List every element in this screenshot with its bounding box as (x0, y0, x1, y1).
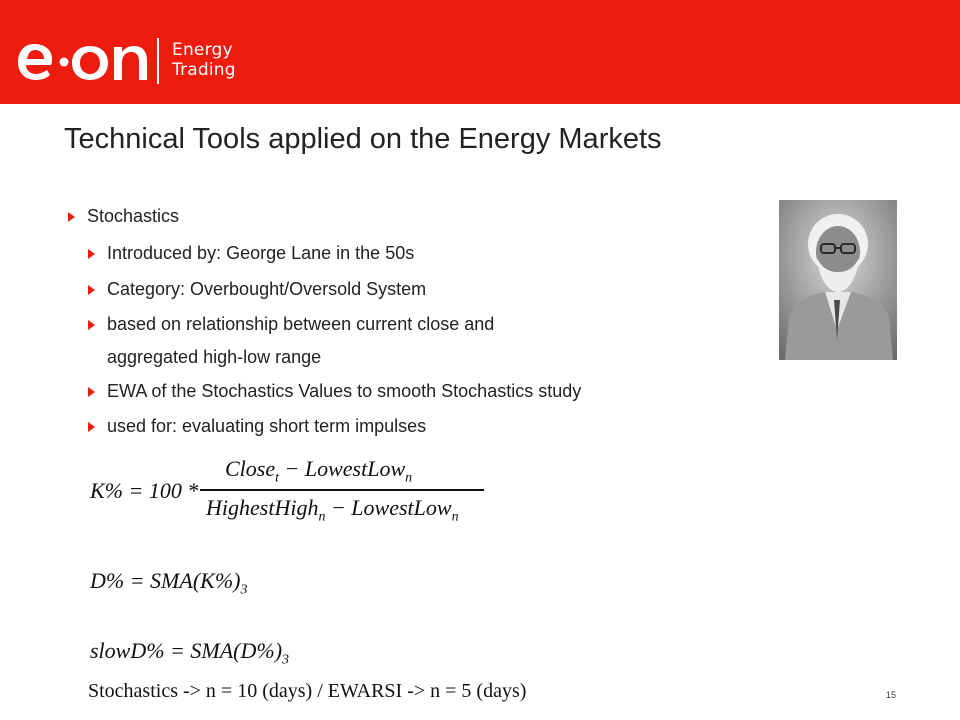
bullet-marker-icon (88, 285, 95, 295)
bullet-marker-icon (88, 249, 95, 259)
formula-slowd-sub: 3 (282, 652, 290, 668)
brand-sub-line2: Trading (172, 60, 236, 80)
sub-bullet (107, 279, 426, 300)
eon-logo (18, 38, 154, 86)
k-num-sub2: n (405, 470, 413, 486)
brand-subtitle (172, 40, 236, 80)
k-den-high: HighestHigh (206, 495, 319, 520)
sub-bullet (107, 416, 426, 437)
sub-bullet (107, 314, 494, 335)
formula-k-denominator (206, 495, 459, 525)
logo-divider (157, 38, 159, 84)
sub-bullet-text: based on relationship between current close and (107, 314, 495, 334)
sub-bullet-text: Category: Overbought/Oversold System (107, 279, 427, 299)
brand-sub-line1: Energy (172, 40, 233, 60)
formula-d (90, 568, 247, 598)
k-den-sub2: n (451, 509, 459, 525)
k-den-rest: − LowestLow (325, 495, 452, 520)
header-bar (0, 0, 960, 104)
bullet-main-text: Stochastics (87, 206, 180, 226)
formula-k-lhs (90, 478, 198, 504)
formula-slowd-text: slowD% = SMA(D%) (90, 638, 283, 663)
formula-k-numerator (225, 456, 412, 486)
bullet-marker-icon (68, 212, 75, 222)
sub-bullet (107, 381, 581, 402)
sub-bullet-text: aggregated high-low range (107, 347, 322, 367)
portrait-photo (779, 200, 897, 360)
sub-bullet-text: Introduced by: George Lane in the 50s (107, 243, 415, 263)
sub-bullet-continuation (107, 347, 321, 368)
sub-bullet (107, 243, 414, 264)
formula-k-lhs-text: K% = 100 * (90, 478, 199, 503)
bullet-marker-icon (88, 387, 95, 397)
k-num-sub: t (275, 470, 280, 486)
bullet-main (87, 206, 179, 227)
footnote: Stochastics -> n = 10 (days) / EWARSI -> n = 5 (days) (88, 680, 527, 702)
page-number: 15 (886, 690, 897, 700)
sub-bullet-text: used for: evaluating short term impulses (107, 416, 427, 436)
formula-d-text: D% = SMA(K%) (90, 568, 241, 593)
formula-d-sub: 3 (240, 582, 248, 598)
k-num-close: Close (225, 456, 276, 481)
k-num-rest: − LowestLow (279, 456, 406, 481)
bullet-marker-icon (88, 320, 95, 330)
sub-bullet-text: EWA of the Stochastics Values to smooth Stochastics study (107, 381, 582, 401)
slide-title: Technical Tools applied on the Energy Markets (64, 123, 662, 155)
fraction-bar (200, 489, 484, 491)
bullet-marker-icon (88, 422, 95, 432)
k-den-sub: n (318, 509, 326, 525)
formula-slowd (90, 638, 289, 668)
